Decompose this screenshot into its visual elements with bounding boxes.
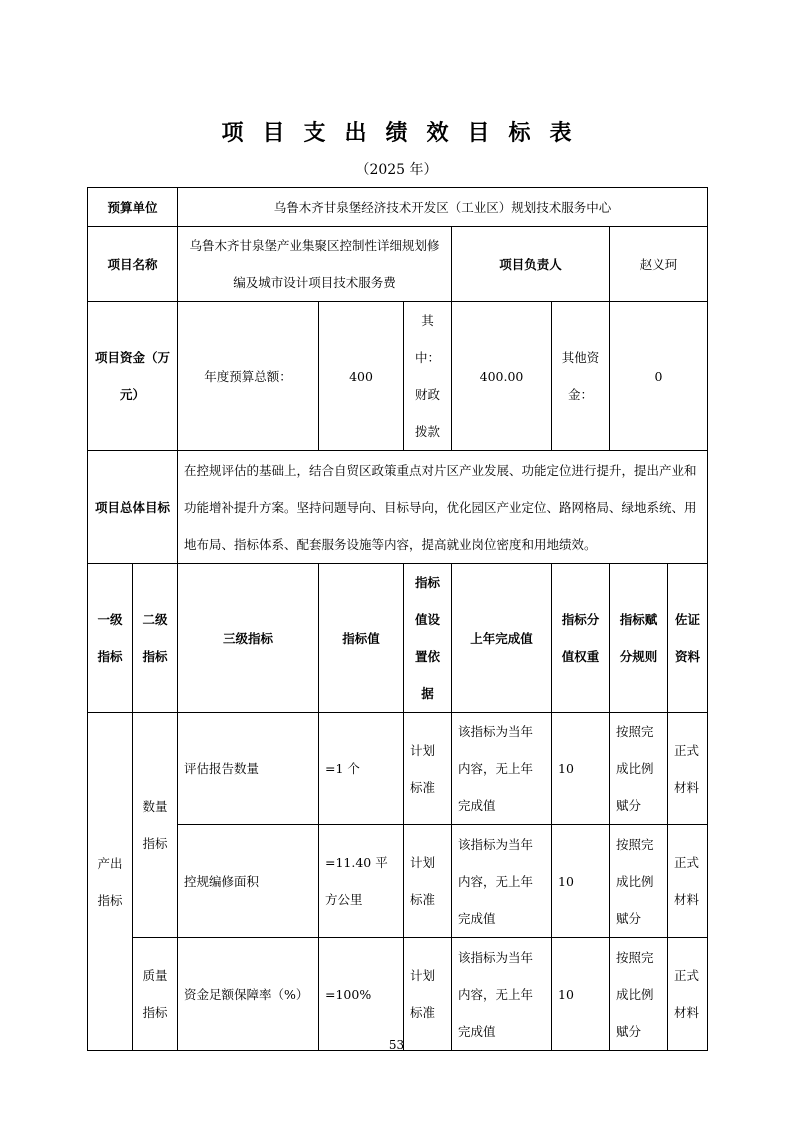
- unit-label: 预算单位: [88, 188, 178, 227]
- of-which-fiscal-label: 其中：财政拨款: [404, 302, 452, 451]
- row-weight: 10: [552, 938, 610, 1051]
- header-level2: 二级指标: [133, 564, 178, 713]
- project-name-value: 乌鲁木齐甘泉堡产业集聚区控制性详细规划修编及城市设计项目技术服务费: [178, 227, 452, 302]
- project-name-label: 项目名称: [88, 227, 178, 302]
- row-level3: 控规编修面积: [178, 825, 319, 938]
- row-value: =11.40 平方公里: [319, 825, 404, 938]
- funds-label: 项目资金（万元）: [88, 302, 178, 451]
- row-last-year: 该指标为当年内容，无上年完成值: [452, 938, 552, 1051]
- row-last-year: 该指标为当年内容，无上年完成值: [452, 713, 552, 825]
- table-row: [88, 713, 708, 825]
- row-basis: 计划标准: [404, 713, 452, 825]
- header-level1: 一级指标: [88, 564, 133, 713]
- row-last-year: 该指标为当年内容，无上年完成值: [452, 825, 552, 938]
- row-level3: 评估报告数量: [178, 713, 319, 825]
- row-basis: 计划标准: [404, 938, 452, 1051]
- row-evidence: 正式材料: [668, 938, 708, 1051]
- page-title: 项目支出绩效目标表: [221, 121, 591, 146]
- level2-quantity: 数量指标: [133, 713, 178, 938]
- row-basis: 计划标准: [404, 825, 452, 938]
- level1-output: 产出指标: [88, 713, 133, 1051]
- header-value: 指标值: [319, 564, 404, 713]
- header-level3: 三级指标: [178, 564, 319, 713]
- overall-goal-text: 在控规评估的基础上，结合自贸区政策重点对片区产业发展、功能定位进行提升，提出产业和功能增补提升方案。坚持问题导向、目标导向，优化园区产业定位、路网格局、绿地系统、用地布局、指标体系、配套服务设施等内容，提高就业岗位密度和用地绩效。: [178, 451, 708, 564]
- row-evidence: 正式材料: [668, 825, 708, 938]
- page-number: 53: [388, 1038, 405, 1052]
- annual-budget-label: 年度预算总额：: [178, 302, 319, 451]
- header-evidence: 佐证资料: [668, 564, 708, 713]
- year-subtitle: （2025 年）: [355, 162, 438, 178]
- row-rule: 按照完成比例赋分: [610, 825, 668, 938]
- row-value: =1 个: [319, 713, 404, 825]
- header-last-year: 上年完成值: [452, 564, 552, 713]
- other-funds-value: 0: [610, 302, 708, 451]
- table-row: [88, 938, 708, 1051]
- row-rule: 按照完成比例赋分: [610, 938, 668, 1051]
- row-rule: 按照完成比例赋分: [610, 713, 668, 825]
- other-funds-label: 其他资金：: [552, 302, 610, 451]
- performance-target-table: [87, 187, 708, 1051]
- row-evidence: 正式材料: [668, 713, 708, 825]
- header-weight: 指标分值权重: [552, 564, 610, 713]
- row-weight: 10: [552, 713, 610, 825]
- table-row: [88, 825, 708, 938]
- level2-quality: 质量指标: [133, 938, 178, 1051]
- project-leader-value: 赵义珂: [610, 227, 708, 302]
- overall-goal-label: 项目总体目标: [88, 451, 178, 564]
- row-value: =100%: [319, 938, 404, 1051]
- fiscal-value: 400.00: [452, 302, 552, 451]
- row-level3: 资金足额保障率（%）: [178, 938, 319, 1051]
- annual-budget-value: 400: [319, 302, 404, 451]
- unit-value: 乌鲁木齐甘泉堡经济技术开发区（工业区）规划技术服务中心: [178, 188, 708, 227]
- header-basis: 指标值设置依据: [404, 564, 452, 713]
- header-rule: 指标赋分规则: [610, 564, 668, 713]
- row-weight: 10: [552, 825, 610, 938]
- project-leader-label: 项目负责人: [452, 227, 610, 302]
